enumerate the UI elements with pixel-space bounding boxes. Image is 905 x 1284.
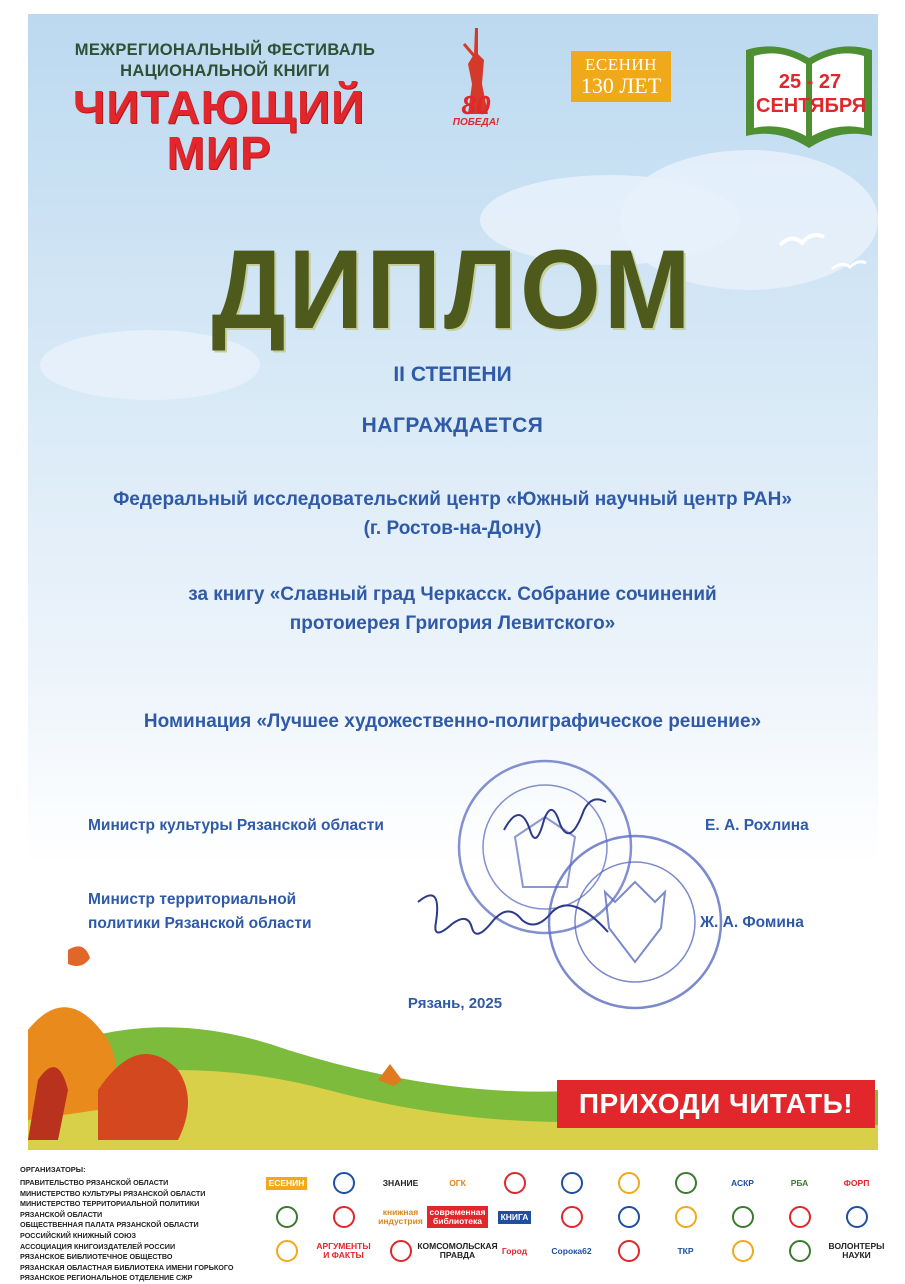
partner-logo xyxy=(828,1168,885,1198)
signatory-position-line: политики Рязанской области xyxy=(88,915,312,932)
partner-logo-label: ТКР xyxy=(677,1245,694,1256)
festival-name-line: ЧИТАЮЩИЙ xyxy=(72,81,366,133)
partner-logo xyxy=(486,1236,543,1266)
partner-logo-icon xyxy=(789,1240,811,1262)
partner-logo xyxy=(315,1236,372,1266)
partner-logo-label: ЕСЕНИН xyxy=(266,1177,308,1190)
partner-logo xyxy=(258,1236,315,1266)
partner-logo-label: АРГУМЕНТЫ И ФАКТЫ xyxy=(316,1241,371,1260)
partner-logo-label: Город xyxy=(501,1245,528,1256)
partner-logo-icon xyxy=(732,1206,754,1228)
partner-logo-icon xyxy=(561,1206,583,1228)
partner-logo-icon xyxy=(618,1172,640,1194)
partner-logo xyxy=(429,1202,486,1232)
partner-logo xyxy=(714,1236,771,1266)
partner-logo xyxy=(417,1236,498,1266)
partner-logo-label: РБА xyxy=(790,1177,809,1188)
partner-logo xyxy=(714,1202,771,1232)
partner-logo-icon xyxy=(276,1206,298,1228)
festival-dates xyxy=(756,70,867,118)
partner-logo-label: современная библиотека xyxy=(427,1206,489,1228)
list-item: РЯЗАНСКОЕ РЕГИОНАЛЬНОЕ ОТДЕЛЕНИЕ СЖР xyxy=(20,1273,193,1283)
partner-logo-label: книжная индустрия xyxy=(378,1207,423,1226)
victory-text: ПОБЕДА! xyxy=(452,117,500,128)
partner-logo-icon xyxy=(675,1206,697,1228)
organizers-list xyxy=(20,1178,240,1284)
partner-logo xyxy=(543,1168,600,1198)
partner-logo-label: ЗНАНИЕ xyxy=(382,1177,419,1188)
dates-line: 25 - 27 xyxy=(778,71,842,93)
festival-title xyxy=(40,40,410,82)
partner-logo-icon xyxy=(333,1206,355,1228)
awardee xyxy=(0,485,905,543)
partner-logo xyxy=(828,1236,885,1266)
list-item: АССОЦИАЦИЯ КНИГОИЗДАТЕЛЕЙ РОССИИ xyxy=(20,1241,176,1251)
partner-logo-icon xyxy=(675,1172,697,1194)
city-year: Рязань, 2025 xyxy=(407,995,503,1012)
book-title-line: протоиерея Григория Левитского» xyxy=(289,613,616,634)
list-item: МИНИСТЕРСТВО ТЕРРИТОРИАЛЬНОЙ ПОЛИТИКИ xyxy=(20,1199,200,1209)
partner-logo-label: АСКР xyxy=(731,1177,754,1188)
partner-logo-label: ОГК xyxy=(449,1177,466,1188)
list-item: РЯЗАНСКОЙ ОБЛАСТИ xyxy=(20,1209,103,1219)
signature-icon xyxy=(500,790,610,860)
partner-logo-icon xyxy=(618,1206,640,1228)
partner-logo xyxy=(258,1168,315,1198)
partner-logo-label: ФОРП xyxy=(843,1177,870,1188)
organizers-heading: ОРГАНИЗАТОРЫ: xyxy=(20,1165,86,1174)
partner-logo-label: КОМСОМОЛЬСКАЯ ПРАВДА xyxy=(417,1241,498,1260)
esenin-years: 130 ЛЕТ xyxy=(580,73,662,98)
festival-name-line: МИР xyxy=(166,127,272,179)
partner-logo-label: ВОЛОНТЕРЫ НАУКИ xyxy=(828,1241,885,1260)
partner-logo-icon xyxy=(846,1206,868,1228)
partner-logo-icon xyxy=(789,1206,811,1228)
nomination: Номинация «Лучшее художественно-полиграфическое решение» xyxy=(143,711,762,732)
partner-logo-icon xyxy=(504,1172,526,1194)
book-title-line: за книгу «Славный град Черкасск. Собрание сочинений xyxy=(188,584,717,605)
dates-line: СЕНТЯБРЯ xyxy=(756,95,867,117)
partner-logo xyxy=(486,1202,543,1232)
list-item: РОССИЙСКИЙ КНИЖНЫЙ СОЮЗ xyxy=(20,1230,137,1240)
list-item: ПРАВИТЕЛЬСТВО РЯЗАНСКОЙ ОБЛАСТИ xyxy=(20,1178,169,1187)
list-item: РЯЗАНСКОЕ БИБЛИОТЕЧНОЕ ОБЩЕСТВО xyxy=(20,1252,173,1262)
partner-logo xyxy=(771,1168,828,1198)
partner-logo xyxy=(429,1168,486,1198)
esenin-logo xyxy=(571,51,671,102)
partner-logo-label: КНИГА xyxy=(498,1211,532,1224)
victory-number: 80 xyxy=(461,90,491,120)
partner-logo-icon xyxy=(561,1172,583,1194)
partner-logo xyxy=(771,1236,828,1266)
book-title xyxy=(0,580,905,638)
awarded-label: НАГРАЖДАЕТСЯ xyxy=(361,414,544,437)
partner-logo xyxy=(543,1202,600,1232)
partner-logo xyxy=(657,1168,714,1198)
partner-logos xyxy=(258,1168,888,1266)
partner-logo xyxy=(258,1202,315,1232)
partner-logo-icon xyxy=(390,1240,412,1262)
awardee-line: (г. Ростов-на-Дону) xyxy=(363,518,542,539)
partner-logo xyxy=(714,1168,771,1198)
partner-logo-icon xyxy=(732,1240,754,1262)
partner-logo-icon xyxy=(333,1172,355,1194)
partner-logo xyxy=(600,1168,657,1198)
partner-logo xyxy=(600,1202,657,1232)
partner-logo xyxy=(372,1202,429,1232)
list-item: ОБЩЕСТВЕННАЯ ПАЛАТА РЯЗАНСКОЙ ОБЛАСТИ xyxy=(20,1220,199,1230)
signatory-position: Министр культуры Рязанской области xyxy=(88,817,384,834)
partner-logo xyxy=(600,1236,657,1266)
list-item: МИНИСТЕРСТВО КУЛЬТУРЫ РЯЗАНСКОЙ ОБЛАСТИ xyxy=(20,1188,206,1198)
partner-logo xyxy=(486,1168,543,1198)
partner-logo xyxy=(543,1236,600,1266)
festival-title-line: НАЦИОНАЛЬНОЙ КНИГИ xyxy=(120,62,330,80)
signatory-position-line: Министр территориальной xyxy=(88,891,297,908)
partner-logo xyxy=(657,1202,714,1232)
signatory-name: Ж. А. Фомина xyxy=(700,914,804,931)
partner-logo-icon xyxy=(618,1240,640,1262)
read-call-banner: ПРИХОДИ ЧИТАТЬ! xyxy=(557,1080,875,1128)
diploma-title: ДИПЛОМ xyxy=(211,227,694,353)
partner-logo xyxy=(315,1168,372,1198)
signatory-name: Е. А. Рохлина xyxy=(705,817,809,834)
partner-logo xyxy=(372,1168,429,1198)
partner-logo xyxy=(315,1202,372,1232)
partner-logo xyxy=(771,1202,828,1232)
signatory-position xyxy=(88,888,312,936)
partner-logo xyxy=(657,1236,714,1266)
diploma-degree: II СТЕПЕНИ xyxy=(393,363,512,386)
festival-title-line: МЕЖРЕГИОНАЛЬНЫЙ ФЕСТИВАЛЬ xyxy=(74,41,376,59)
awardee-line: Федеральный исследовательский центр «Южный научный центр РАН» xyxy=(113,489,792,510)
partner-logo-label: Сорока62 xyxy=(551,1245,592,1256)
partner-logo xyxy=(828,1202,885,1232)
festival-name xyxy=(34,81,404,179)
list-item: РЯЗАНСКАЯ ОБЛАСТНАЯ БИБЛИОТЕКА ИМЕНИ ГОРЬКОГО xyxy=(20,1262,234,1272)
esenin-name: ЕСЕНИН xyxy=(585,55,657,74)
partner-logo-icon xyxy=(276,1240,298,1262)
